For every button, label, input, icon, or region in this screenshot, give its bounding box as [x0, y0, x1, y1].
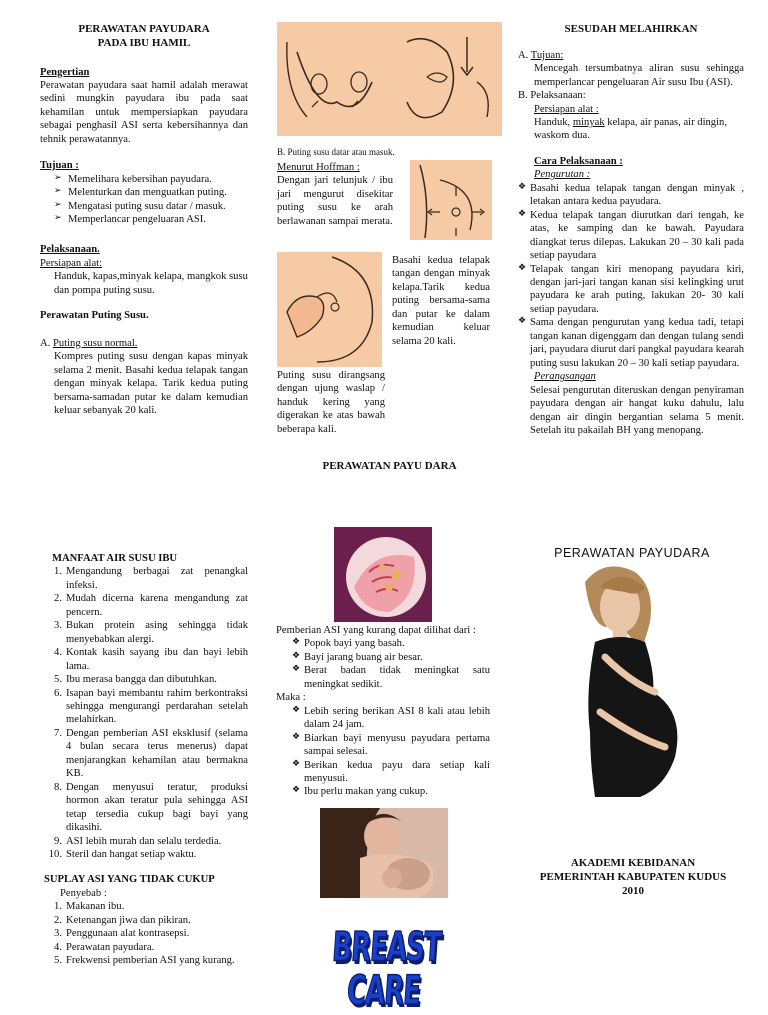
institution-block: AKADEMI KEBIDANAN PEMERINTAH KABUPATEN KUDUS 2010: [539, 857, 727, 897]
list-item: 3. Penggunaan alat kontrasepsi.: [54, 928, 190, 940]
manfaat-list: [44, 565, 248, 861]
list-item: ➢ Memelihara kebersihan payudara.: [40, 173, 248, 186]
penyebab-label: Penyebab :: [60, 887, 107, 899]
list-item: 6. Isapan bayi membantu rahim berkontraksi sehingga mengurangi perdarahan setelah melahirkan.: [54, 687, 248, 726]
persiapan-text: Handuk, kapas,minyak kelapa, mangkok susu dan pompa puting susu.: [54, 271, 248, 296]
list-item: 2. Mudah dicerna karena mengandung zat pencern.: [54, 593, 248, 618]
list-item: ❖ Ibu perlu makan yang cukup.: [292, 785, 490, 798]
list-item: ❖ Sama dengan pengurutan yang kedua tadi, tetapi tangan kanan digenggam dan dengan tulang sendi jari, payudara diurut dari pangkal payudara kearah puting susu lakukan 20 – 30 kali setiap payudara.: [518, 316, 744, 370]
list-item: ❖ Basahi kedua telapak tangan dengan minyak , letakan antara kedua payudara.: [518, 182, 744, 209]
pelaksanaan-heading: B. Pelaksanaan:: [518, 90, 586, 102]
asi-kurang-intro: Pemberian ASI yang kurang dapat dilihat dari :: [276, 625, 476, 636]
tujuan-list: [40, 173, 248, 227]
breastfeeding-photo: [320, 808, 448, 898]
tujuan-heading: A. Tujuan:: [518, 49, 564, 61]
list-item: ❖ Berat badan tidak meningkat satu meningkat sedikit.: [292, 664, 490, 691]
pengertian-text: Perawatan payudara saat hamil adalah merawat sedini mungkin payudara ibu pada saat kehamilan untuk mempersiapkan payudara sebagai penghasil ASI serta kebersihannya dan tehnik perawatannya.: [40, 79, 248, 145]
manfaat-title: MANFAAT AIR SUSU IBU: [52, 553, 178, 564]
pregnant-woman-photo: [545, 562, 717, 802]
list-item: ➢ Melenturkan dan menguatkan puting.: [40, 186, 248, 199]
perangsangan-text: Selesai pengurutan diteruskan dengan penyiraman payudara dengan air hangat kuku dahulu, lalu dengan air dingin bergantian selama 5 menit. Setelah itu pakailah BH yang menopang.: [530, 384, 744, 436]
breast-anatomy-image: [334, 527, 432, 622]
perangsangan-label: Perangsangan: [534, 371, 596, 383]
list-item: ➢ Memperlancar pengeluaran ASI.: [40, 213, 248, 226]
basahi-text: Basahi kedua telapak tangan dengan minyak kelapa.Tarik kedua puting bersama-sama dan putar ke dalam kemudian keluar selama 20 kali.: [392, 255, 490, 347]
cover-title: PERAWATAN PAYUDARA: [554, 546, 710, 560]
list-item: 9. ASI lebih murah dan selalu terdedia.: [54, 835, 222, 847]
cara-list: [518, 182, 744, 370]
illustration-breast-massage-1: [277, 22, 502, 136]
maka-list: [276, 705, 490, 799]
puting-normal-text: Kompres puting susu dengan kapas minyak selama 2 menit. Basahi kedua telapak tangan dengan minyak kelapa. Tarik kedua puting bersama-samadan putar ke dalam kemudian keluar sebanyak 20 kali.: [54, 351, 248, 417]
panel-footer-title: PERAWATAN PAYU DARA: [322, 460, 457, 472]
list-item: 1. Makanan ibu.: [54, 901, 125, 913]
list-item: ❖ Berikan kedua payu dara setiap kali menyusui.: [292, 759, 490, 786]
list-item: ❖ Bayi jarang buang air besar.: [292, 651, 490, 664]
list-item: ❖ Kedua telapak tangan diurutkan dari tengah, ke atas, ke samping dan ke bawah. Payudara diangkat terus dilepas. Lakukan 20 – 30 kali pada setiap payudara: [518, 209, 744, 263]
illustration-nipple-pull: [277, 252, 382, 367]
pelaksanaan-heading: Pelaksanaan.: [40, 244, 100, 256]
illustration-hoffman-technique: [410, 160, 492, 240]
list-item: ❖ Telapak tangan kiri menopang payudara kiri, dengan jari-jari tangan kanan sisi kelingking urut payudara ke arah puting, lakukan 20- 30 kali setiap payudara.: [518, 263, 744, 317]
panel-title: PERAWATAN PAYUDARA PADA IBU HAMIL: [78, 23, 210, 49]
panel-perawatan-ibu-hamil: [40, 23, 248, 417]
penyebab-list: [44, 900, 248, 967]
puting-dirangsang-text: Puting susu dirangsang dengan ujung waslap / handuk kering yang digerakan ke atas bawah beberapa kali.: [277, 370, 385, 435]
panel-sesudah-melahirkan: [518, 23, 744, 437]
hoffman-text: Dengan jari telunjuk / ibu jari mengurut disekitar puting susu ke arah berlawanan sampai merata.: [277, 175, 393, 227]
hoffman-label: Menurut Hoffman :: [277, 162, 360, 173]
list-item: 5. Frekwensi pemberian ASI yang kurang.: [54, 955, 235, 967]
cara-heading: Cara Pelaksanaan :: [534, 155, 623, 167]
perawatan-puting-heading: Perawatan Puting Susu.: [40, 310, 149, 322]
list-item: 7. Dengan pemberian ASI eksklusif (selama 4 bulan secara terus menerus) dapat menjarangkan kehamilan atau bermakna KB.: [54, 727, 248, 780]
list-item: 8. Dengan menyusui teratur, produksi hormon akan teratur pula sehingga ASI tetap tersedia cukup bagi bayi yang dikasihi.: [54, 781, 248, 834]
hoffman-block: [277, 161, 393, 228]
puting-normal-heading: A. Puting susu normal.: [40, 337, 138, 349]
panel-manfaat-asi: [44, 552, 248, 968]
persiapan-text: Handuk, minyak kelapa, air panas, air dingin, waskom dua.: [534, 117, 727, 142]
list-item: 4. Perawatan payudara.: [54, 941, 155, 953]
persiapan-label: Persiapan alat :: [534, 103, 599, 115]
tujuan-text: Mencegah tersumbatnya aliran susu sehingga memperlancar pengeluaran Air susu Ibu (ASI).: [534, 63, 744, 88]
list-item: ❖ Popok bayi yang basah.: [292, 637, 490, 650]
list-item: ❖ Biarkan bayi menyusu payudara pertama sampai selesai.: [292, 732, 490, 759]
tanda-list: [276, 637, 490, 691]
list-item: 4. Kontak kasih sayang ibu dan bayi lebih lama.: [54, 647, 248, 672]
list-item: 5. Ibu merasa bangga dan dibutuhkan.: [54, 674, 217, 686]
tujuan-heading: Tujuan :: [40, 160, 79, 172]
panel-asi-kurang: [276, 624, 490, 799]
list-item: ❖ Lebih sering berikan ASI 8 kali atau lebih dalam 24 jam.: [292, 705, 490, 732]
suplay-title: SUPLAY ASI YANG TIDAK CUKUP: [44, 874, 215, 886]
pengurutan-label: Pengurutan :: [534, 169, 591, 181]
list-item: ➢ Mengatasi puting susu datar / masuk.: [40, 200, 248, 213]
list-item: 1. Mengandung berbagai zat penangkal infeksi.: [54, 566, 248, 591]
panel-title: SESUDAH MELAHIRKAN: [564, 23, 698, 35]
maka-label: Maka :: [276, 692, 306, 704]
list-item: 3. Bukan protein asing sehingga tidak menyebabkan alergi.: [54, 620, 248, 645]
breast-care-logo: BREAST CARE: [330, 925, 443, 1015]
list-item: 10. Steril dan hangat setiap waktu.: [48, 848, 197, 860]
pengertian-heading: Pengertian: [40, 66, 90, 78]
persiapan-label: Persiapan alat:: [40, 257, 103, 269]
list-item: 2. Ketenangan jiwa dan pikiran.: [54, 914, 191, 926]
puting-datar-heading: B. Puting susu datar atau masuk.: [277, 147, 395, 157]
